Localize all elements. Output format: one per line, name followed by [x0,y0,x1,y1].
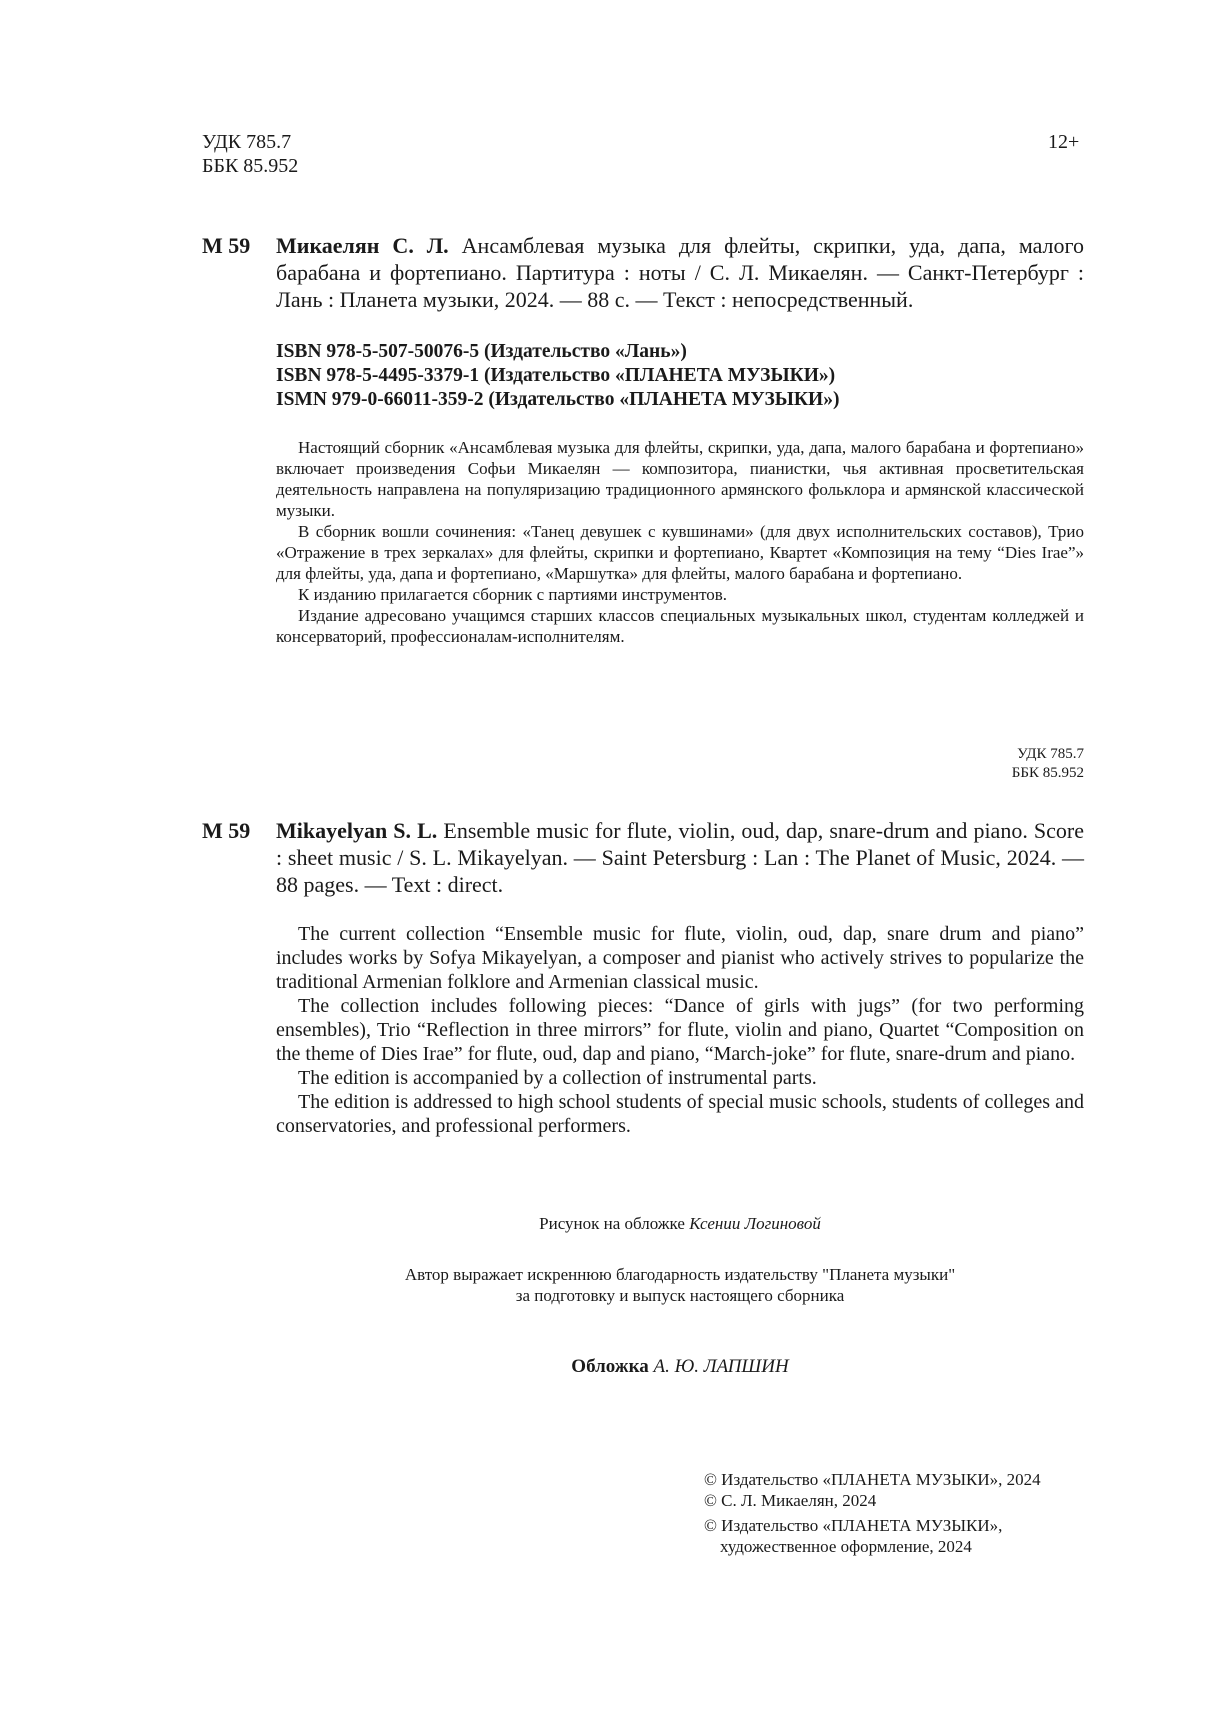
bbk-code: ББК 85.952 [202,155,299,177]
illustration-label: Рисунок на обложке [539,1214,690,1233]
cover-label: Обложка [571,1356,649,1377]
ru-annotation-paragraph: В сборник вошли сочинения: «Танец девушек с кувшинами» (для двух исполнительских составов), Трио «Отражение в трех зеркалах» для флейты, скрипки и фортепиано, Квартет «Композиция на тему “Dies Irae”» для флейты, уда, дапа и фортепиано, «Маршутка» для флейты, малого барабана и фортепиано. [276,522,1084,583]
en-record-author: Mikayelyan S. L. [276,818,438,843]
en-annotation-paragraph: The collection includes following pieces: “Dance of girls with jugs” (for two performing ensembles), Trio “Reflection in three mirrors” for flute, violin and piano, Quartet “Composition on the theme of Dies Irae” for flute, oud, dap and piano, “March-joke” for flute, snare-drum and piano. [276,995,1084,1065]
ru-annotation-paragraph: Издание адресовано учащимся старших классов специальных музыкальных школ, студентам колледжей и консерваторий, профессионалам-исполнителям. [276,606,1084,646]
en-bbk-code: ББК 85.952 [1011,765,1084,781]
isbn-list [276,340,839,412]
isbn-planeta: ISBN 978-5-4495-3379-1 (Издательство «ПЛАНЕТА МУЗЫКИ») [276,365,836,386]
ru-annotation-paragraph: Настоящий сборник «Ансамблевая музыка для флейты, скрипки, уда, дапа, малого барабана и фортепиано» включает произведения Софьи Микаелян — композитора, пианистки, чья активная просветительская деятельность направлена на популяризацию традиционного армянского фольклора и армянской классической музыки. [276,438,1084,520]
ru-record-text: Ансамблевая музыка для флейты, скрипки, уда, дапа, малого барабана и фортепиано. Партитура : ноты / С. Л. Микаелян. — Санкт-Петербург : Лань : Планета музыки, 2024. — 88 с. — Текст : непосредственный. [276,233,1084,312]
illustration-artist: Ксении Логиновой [689,1214,821,1233]
ru-record-author: Микаелян С. Л. [276,233,449,258]
illustration-credit [276,1213,1084,1234]
thanks-line: Автор выражает искреннюю благодарность издательству "Планета музыки" [404,1265,956,1284]
ru-record-description [276,232,1084,313]
thanks-line: за подготовку и выпуск настоящего сборника [515,1286,845,1305]
en-record-text: Ensemble music for flute, violin, oud, dap, snare-drum and piano. Score : sheet music / S. L. Mikayelyan. — Saint Petersburg : Lan : The Planet of Music, 2024. — 88 pages. — Text : direct. [276,818,1084,897]
ismn-planeta: ISMN 979-0-66011-359-2 (Издательство «ПЛАНЕТА МУЗЫКИ») [276,389,840,410]
copyright-line: © С. Л. Микаелян, 2024 [704,1491,877,1510]
ru-annotation [276,437,1084,647]
en-annotation-paragraph: The edition is accompanied by a collection of instrumental parts. [298,1067,817,1089]
header-codes [202,130,298,178]
cover-designer: А. Ю. ЛАПШИН [648,1356,789,1377]
ru-annotation-paragraph: К изданию прилагается сборник с партиями инструментов. [298,585,728,604]
isbn-lan: ISBN 978-5-507-50076-5 (Издательство «Лань») [276,341,687,362]
copyright-line: © Издательство «ПЛАНЕТА МУЗЫКИ», [704,1516,1003,1535]
en-record-code: М 59 [202,818,251,843]
ru-record-code: М 59 [202,233,251,258]
en-codes [900,745,1084,783]
thanks-note [276,1264,1084,1306]
en-annotation [276,922,1084,1138]
copyright-line: © Издательство «ПЛАНЕТА МУЗЫКИ», 2024 [704,1470,1041,1489]
en-annotation-paragraph: The edition is addressed to high school students of special music schools, students of colleges and conservatories, and professional performers. [276,1091,1084,1137]
en-annotation-paragraph: The current collection “Ensemble music for flute, violin, oud, dap, snare drum and piano” includes works by Sofya Mikayelyan, a composer and pianist who actively strives to popularize the traditional Armenian folklore and Armenian classical music. [276,923,1084,993]
en-udk-code: УДК 785.7 [1017,746,1084,762]
age-rating: 12+ [1048,131,1080,153]
copyright-block [704,1469,1041,1557]
udk-code: УДК 785.7 [202,131,292,153]
en-record-description [276,817,1084,898]
cover-credit [276,1355,1084,1379]
copyright-line: художественное оформление, 2024 [720,1537,972,1556]
